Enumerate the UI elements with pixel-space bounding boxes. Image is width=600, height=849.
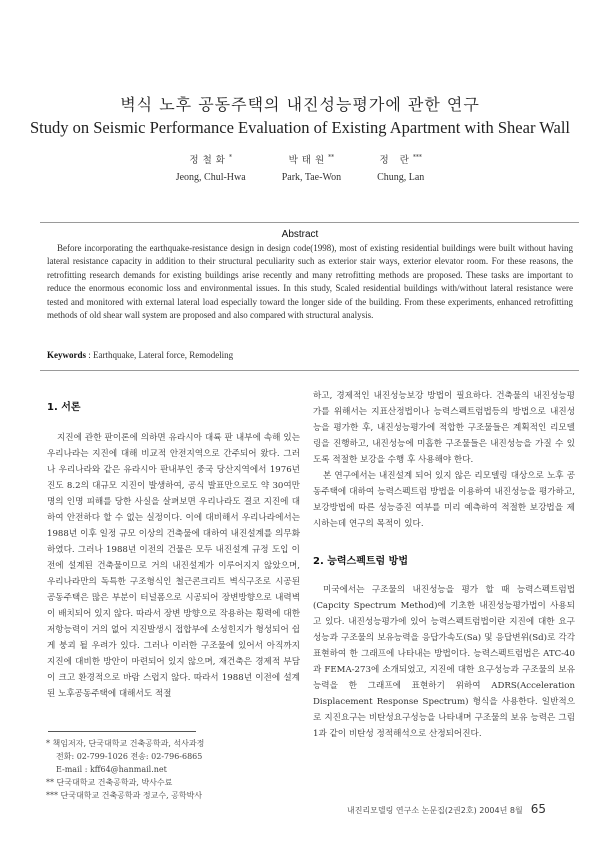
abstract-heading: Abstract	[281, 229, 319, 240]
author-name-en: Park, Tae-Won	[281, 172, 342, 183]
abstract-top-divider	[40, 222, 579, 223]
keywords	[47, 350, 233, 360]
intro-paragraph-continued: 하고, 경제적인 내진성능보강 방법이 필요하다. 건축물의 내진성능평가를 위해서는 지표산정법이나 능력스펙트럼법등의 방법으로 내진성능을 평가한 후, 내진성능평가에 적합한 구조물들은 계획적인 리모델링을 진행하고, 내진성능에 미흡한 구조물들은 내진성능을 가질 수 있도록 적절한 보강을 수행 후 사용해야 한다.	[313, 391, 575, 465]
abstract-bottom-divider	[40, 370, 579, 371]
page-number: 65	[530, 802, 546, 816]
author-name-ko: 정철화	[189, 155, 229, 166]
author-mark: *	[228, 153, 232, 161]
journal-citation: 내진리모델링 연구소 논문집(2권2호) 2004년 8월	[347, 806, 523, 815]
title-english: Study on Seismic Performance Evaluation of Existing Apartment with Shear Wall	[29, 118, 571, 137]
title-korean: 벽식 노후 공동주택의 내진성능평가에 관한 연구	[120, 95, 480, 114]
capacity-spectrum-paragraph: 미국에서는 구조물의 내진성능을 평가 할 때 능력스펙트럼법(Capcity Spectrum Method)에 기초한 내진성능평가법이 사용되고 있다. 내진성능평가에 있어 능력스펙트럼법이란 지진에 대한 요구성능과 구조물의 보유능력을 응답가속도(Sa) 및 응답변위(Sd)로 각각 표현하여 한 그래프에 나타내는 방법이다. 능력스펙트럼법은 ATC-40과 FEMA-273에 소개되었고, 지진에 대한 요구성능과 구조물의 보유능력을 한 그래프에 표현하기 위하여 ADRS(Acceleration Displacement Response Spectrum) 형식을 사용한다. 일반적으로 지진요구는 비탄성요구성능을 나타내며 구조물의 보유 능력은 그림 1과 같이 비탄성 정적해석으로 산정되어진다.	[313, 585, 575, 739]
footnote: ** 단국대학교 건축공학과, 박사수료	[46, 778, 173, 787]
footnote: 전화: 02-799-1026 전송: 02-796-6865	[56, 752, 203, 761]
keywords-text: : Earthquake, Lateral force, Remodeling	[86, 350, 234, 360]
left-column	[47, 400, 300, 702]
footnote: E-mail : kff64@hanmail.net	[56, 765, 167, 774]
author-name-ko: 정 란	[379, 155, 413, 166]
author	[377, 152, 424, 183]
author	[176, 152, 246, 183]
right-column	[313, 388, 575, 742]
author-mark: ***	[412, 153, 422, 161]
abstract-text: Before incorporating the earthquake-resistance design in design code(1998), most of existing residential buildings were built without having lateral resistance capacity in addition to their structural peculiarity such as exterior stair ways, exterior elevator room. For these reasons, the retrofitting research demands for existing buildings arise recently and many retrofitting methods are proposed. These tasks are important to reduce the enormous economic loss and environmental issues. In this study, Scaled residential buildings with/without lateral resistance were tested and monitored with external lateral load especially toward the longer side of the building. From these experiments, enhanced retrofitting methods of old shear wall system are proposed and also compared with structural analysis.	[47, 243, 573, 321]
footnotes	[46, 737, 306, 802]
author-list	[0, 152, 600, 183]
footnote-divider	[48, 731, 196, 732]
page-footer	[347, 802, 546, 816]
footnote: *** 단국대학교 건축공학과 정교수, 공학박사	[46, 791, 203, 800]
author-mark: **	[328, 153, 335, 161]
footnote: * 책임저자, 단국대학교 건축공학과, 석사과정	[46, 739, 205, 748]
intro-paragraph-purpose: 본 연구에서는 내진설계 되어 있지 않은 리모델링 대상으로 노후 공동주택에 대하여 능력스펙트럼 방법을 이용하여 내진성능을 평가하고, 보강방법에 따른 성능증진 여부를 미리 예측하여 적절한 보강법을 제시하는데 연구의 목적이 있다.	[313, 471, 575, 529]
author-name-ko: 박태원	[288, 155, 329, 166]
author	[282, 152, 341, 183]
intro-paragraph: 지진에 관한 판이론에 의하면 유라시아 대륙 판 내부에 속해 있는 우리나라는 지진에 대해 비교적 안전지역으로 간주되어 왔다. 그러나 우리나라와 같은 유라시아 판내부인 중국 당산지역에서 1976년 진도 8.2의 대규모 지진이 발생하여, 공식 발표만으로도 약 30여만 명의 인명 피해를 당한 사실을 살펴보면 우리나라도 결코 지진에 대하여 안전하다 할 수 없는 실정이다. 이에 대비해서 우리나라에서는 1988년 이후 일정 규모 이상의 건축물에 대하여 내진설계를 의무화하였다. 그러나 1988년 이전의 건물은 모두 내진설계 규정 도입 이전에 설계된 건축물이므로 거의 내진설계가 이루어지지 않았으며, 우리나라만의 독특한 구조형식인 철근콘크리트 벽식구조로 시공된 공동주택은 많은 부분이 터널폼으로 시공되어 장변방향으로 내력벽이 배치되어 있지 않다. 따라서 장변 방향으로 작용하는 횡력에 대한 저항능력이 거의 없어 지진발생시 접합부에 소성힌지가 형성되어 쉽게 붕괴 될 우려가 있다. 그러나 이러한 구조물에 있어서 아직까지 지진에 대비한 방안이 마련되어 있지 않으며, 재건축은 경제적 부담이 크고 환경적으로 바람 스럽지 않다. 따라서 1988년 이전에 설계된 노후공동주택에 대해서도 적절	[47, 433, 300, 699]
section-heading-introduction: 1. 서론	[47, 402, 81, 413]
section-heading-capacity-spectrum: 2. 능력스펙트럼 방법	[313, 556, 408, 567]
author-name-en: Jeong, Chul-Hwa	[175, 172, 246, 183]
author-name-en: Chung, Lan	[377, 172, 425, 183]
keywords-label: Keywords	[47, 350, 86, 360]
